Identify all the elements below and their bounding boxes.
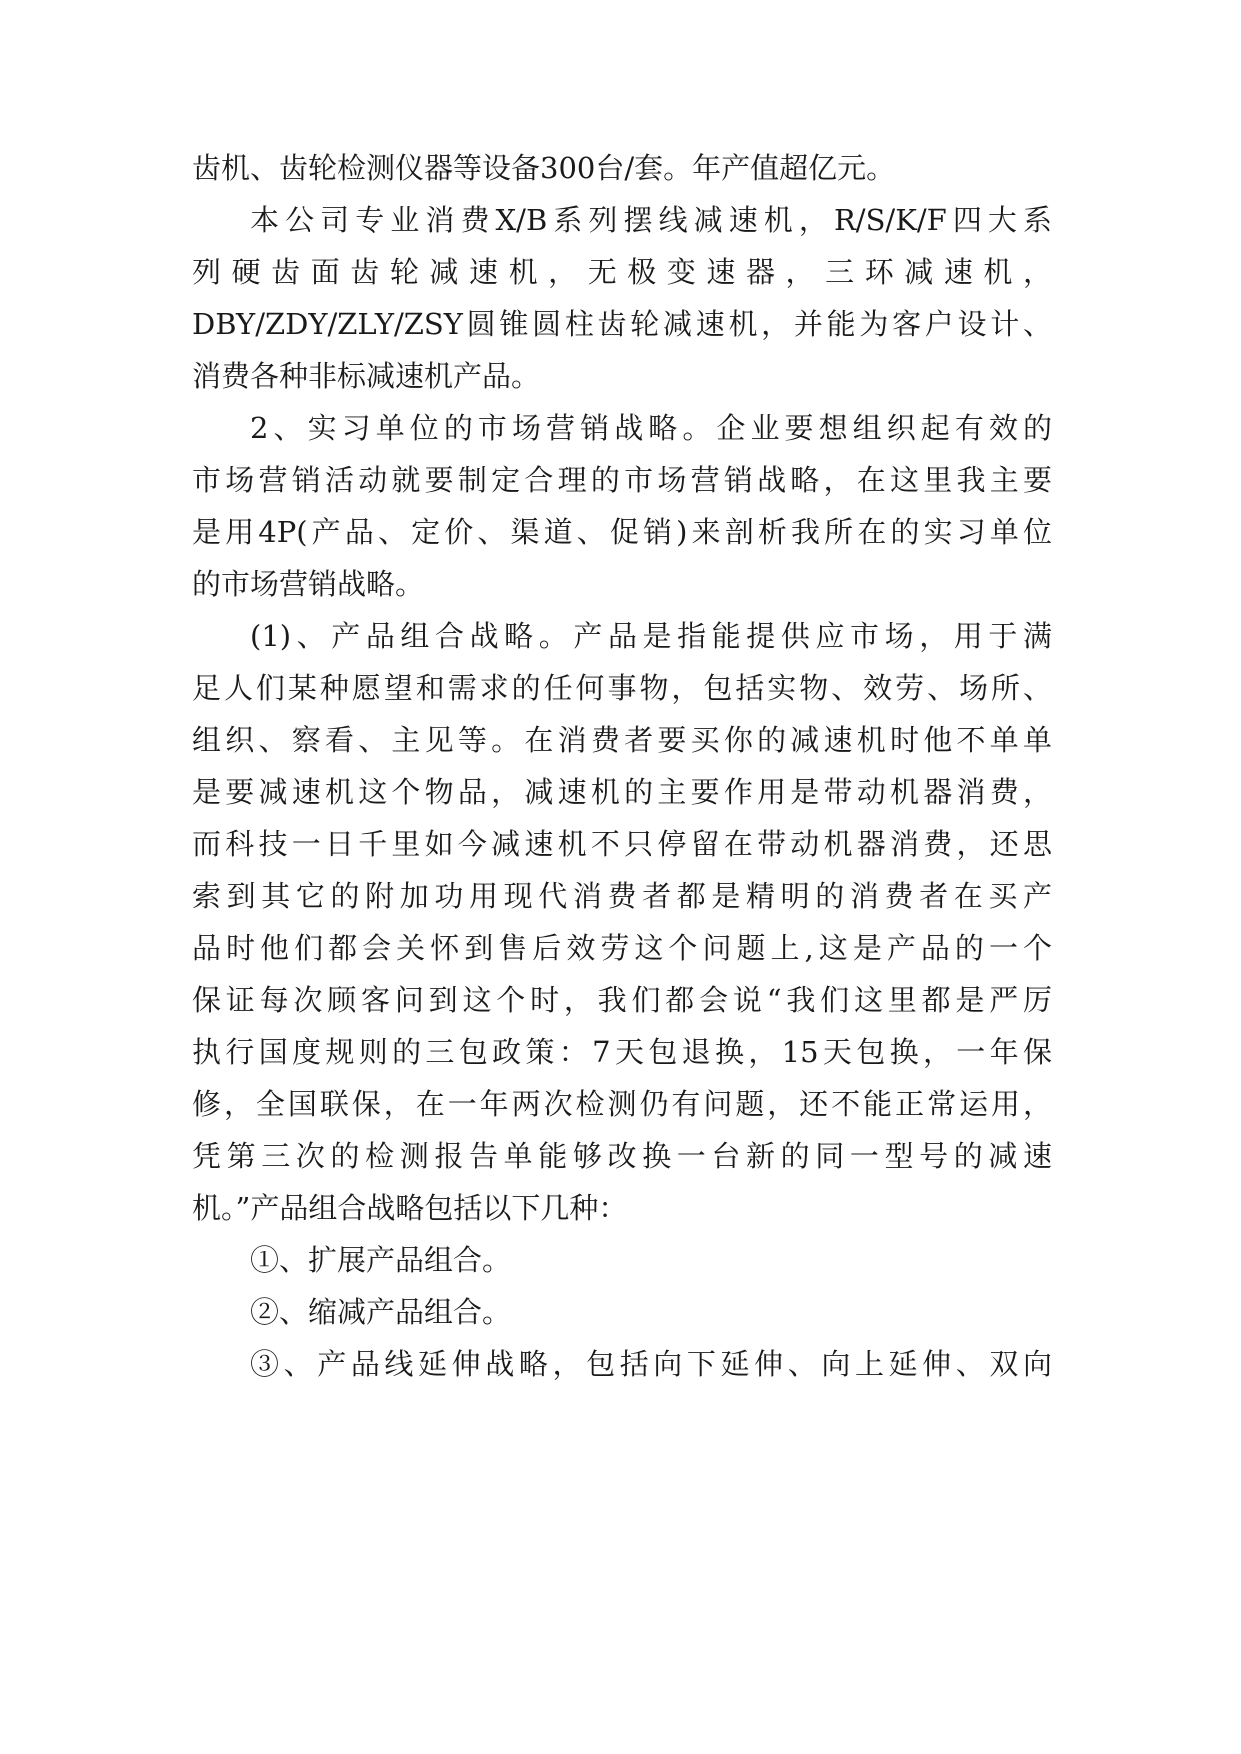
text-line: 是用4P(产品、定价、渠道、促销)来剖析我所在的实习单位 xyxy=(192,515,1052,549)
list-item: ①、扩展产品组合。 xyxy=(250,1243,512,1277)
text-line: 凭第三次的检测报告单能够改换一台新的同一型号的减速 xyxy=(192,1139,1052,1173)
text-line: 保证每次顾客问到这个时，我们都会说“我们这里都是严厉 xyxy=(192,983,1052,1017)
text-line: 市场营销活动就要制定合理的市场营销战略，在这里我主要 xyxy=(192,463,1052,497)
text-line: 机。”产品组合战略包括以下几种： xyxy=(192,1191,628,1225)
text-line: 足人们某种愿望和需求的任何事物，包括实物、效劳、场所、 xyxy=(192,671,1052,705)
text-line: 是要减速机这个物品，减速机的主要作用是带动机器消费， xyxy=(192,775,1052,809)
text-line: 执行国度规则的三包政策：7天包退换，15天包换，一年保 xyxy=(192,1035,1052,1069)
text-line: 齿机、齿轮检测仪器等设备300台/套。年产值超亿元。 xyxy=(192,151,896,185)
list-item: ②、缩减产品组合。 xyxy=(250,1295,512,1329)
text-line: 的市场营销战略。 xyxy=(192,567,425,601)
text-line: 列硬齿面齿轮减速机，无极变速器，三环减速机， xyxy=(192,255,1052,289)
text-line: 索到其它的附加功用现代消费者都是精明的消费者在买产 xyxy=(192,879,1052,913)
text-line: 品时他们都会关怀到售后效劳这个问题上,这是产品的一个 xyxy=(192,931,1052,965)
text-line: 组织、察看、主见等。在消费者要买你的减速机时他不单单 xyxy=(192,723,1052,757)
text-line: 而科技一日千里如今减速机不只停留在带动机器消费，还思 xyxy=(192,827,1052,861)
text-line: 消费各种非标减速机产品。 xyxy=(192,359,541,393)
text-line: 2、实习单位的市场营销战略。企业要想组织起有效的 xyxy=(250,411,1052,445)
text-line: (1)、产品组合战略。产品是指能提供应市场，用于满 xyxy=(250,619,1052,653)
list-item: ③、产品线延伸战略，包括向下延伸、向上延伸、双向 xyxy=(250,1347,1052,1381)
text-line: 本公司专业消费X/B系列摆线减速机，R/S/K/F四大系 xyxy=(250,203,1052,237)
text-line: DBY/ZDY/ZLY/ZSY圆锥圆柱齿轮减速机，并能为客户设计、 xyxy=(192,307,1052,341)
text-line: 修，全国联保，在一年两次检测仍有问题，还不能正常运用， xyxy=(192,1087,1052,1121)
